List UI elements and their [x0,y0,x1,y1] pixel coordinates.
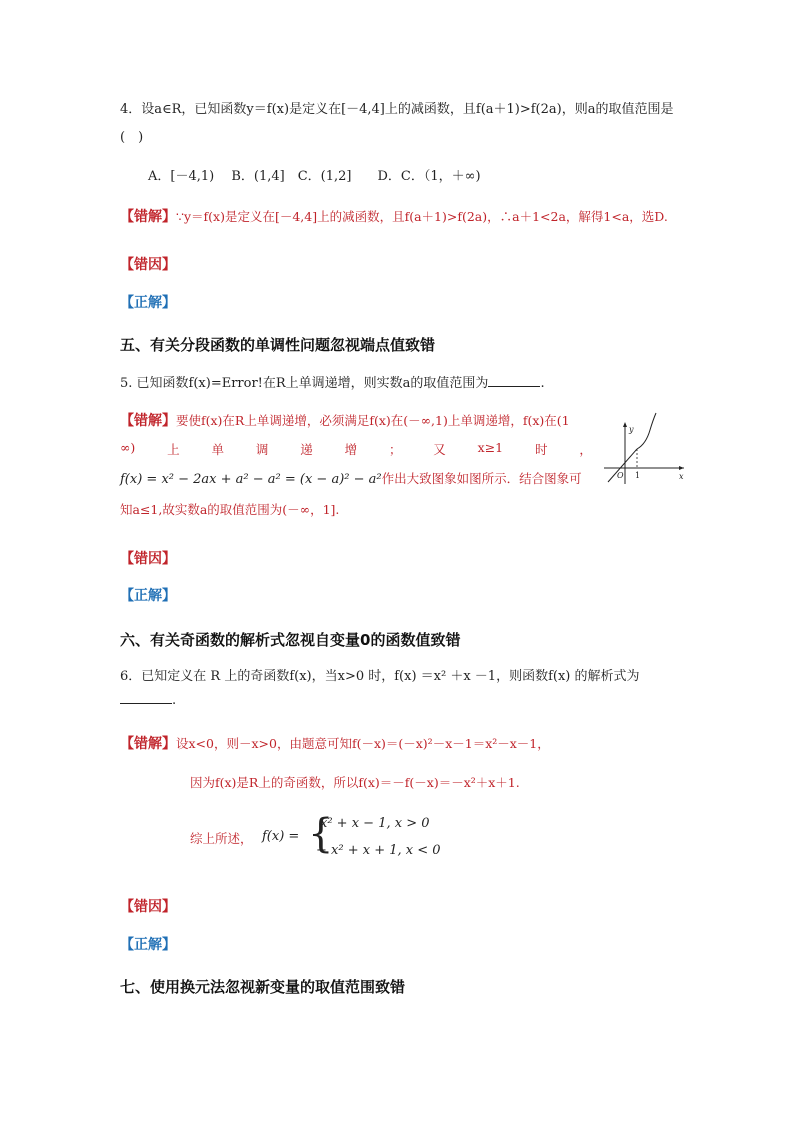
graph-origin-label: O [617,471,624,480]
q5-sol-l2-part: 又 [433,442,446,457]
q5-sol-l2-part: x≥1 [477,440,504,455]
q5-sol-l2-part: 调 [255,442,269,457]
q4-error-text: ∵y＝f(x)是定义在[－4,4]上的减函数，且f(a＋1)>f(2a)，∴a＋1<2a，解得1<a，选D. [176,209,668,224]
q5-sol-l2-part: ， [579,442,592,457]
q5-graph [600,408,690,486]
q5-sol-label: 【错解】 [120,413,176,429]
section5-heading: 五、有关分段函数的单调性问题忽视端点值致错 [120,336,436,354]
section7-heading: 七、使用换元法忽视新变量的取值范围致错 [120,978,406,996]
q5-sol-l2-part: 增 [344,442,358,457]
q5-text-main: 5. 已知函数f(x)=Error!在R上单调递增，则实数a的取值范围为 [120,376,489,391]
q5-sol-line3 [120,468,582,487]
graph-x-label: x [679,472,684,481]
q5-sol-line4: 知a≤1,故实数a的取值范围为(－∞，1]. [120,502,340,517]
q5-sol-l2-part: 时 [534,442,548,457]
graph-y-label: y [629,425,634,434]
q4-line2: ( ) [120,130,144,145]
left-brace-icon: { [308,811,334,857]
q6-answer-blank [120,692,172,704]
q5-sol-l2-part: 单 [211,442,225,457]
q5-answer-blank [488,375,540,387]
quadratic-piece [637,413,656,449]
q6-sol-label: 【错解】 [120,736,176,752]
q6-sol-line2: 因为f(x)是R上的奇函数，所以f(x)＝－f(－x)＝－x²＋x＋1. [190,775,520,790]
q4-error-label: 【错解】 [120,209,176,225]
q6-piece2: − x² + x + 1, x < 0 [316,843,441,858]
q5-sol-l2-part: ∞) [120,440,136,455]
q6-piecewise-lhs: f(x) = [262,829,300,844]
q5-sol-line1 [120,410,570,430]
q5-sol-line2 [120,440,592,458]
q5-sol-text3: 作出大致图象如图所示．结合图象可 [381,471,582,486]
q4-options: A．[－4,1) B．(1,4] C．(1,2] D．C．（1，＋∞) [148,169,481,184]
q6-summary-prefix: 综上所述， [190,831,253,846]
q5-sol-l2-part: ； [388,442,402,457]
q4-reason-label: 【错因】 [120,257,176,273]
section6-heading: 六、有关奇函数的解析式忽视自变量0的函数值致错 [120,631,461,649]
q4-line1: 4．设a∈R，已知函数y＝f(x)是定义在[－4,4]上的减函数，且f(a＋1)>f(2a)，则a的取值范围是 [120,102,674,117]
q6-sol-text1: 设x<0，则－x>0，由题意可知f(－x)＝(－x)²－x－1＝x²－x－1， [176,736,550,751]
q6-correct-label: 【正解】 [120,937,176,953]
q6-line2 [120,692,176,708]
q4-correct-label: 【正解】 [120,295,176,311]
graph-tick-label: 1 [635,471,641,480]
q6-piece1: x² + x − 1, x > 0 [320,816,430,831]
q6-sol-line1 [120,733,550,753]
q5-text-end: . [540,376,545,391]
q5-text [120,372,545,391]
q6-line1: 6．已知定义在 R 上的奇函数f(x)，当x>0 时，f(x) ＝x² ＋x －1，则函数f(x) 的解析式为 [120,669,640,684]
q5-sol-text1: 要使f(x)在R上单调递增，必须满足f(x)在(－∞,1)上单调递增，f(x)在(1 [176,413,570,428]
q5-sol-math: f(x) = x² − 2ax + a² − a² = (x − a)² − a² [120,472,382,487]
q5-sol-l2-part: 上 [167,442,180,457]
q6-end: . [172,693,177,708]
q4-error-row [120,206,668,226]
y-axis-arrow-icon [623,422,627,427]
x-axis-arrow-icon [679,466,684,470]
q5-sol-l2-part: 递 [300,442,313,457]
q5-reason-label: 【错因】 [120,551,176,567]
q6-reason-label: 【错因】 [120,899,176,915]
q5-correct-label: 【正解】 [120,588,176,604]
